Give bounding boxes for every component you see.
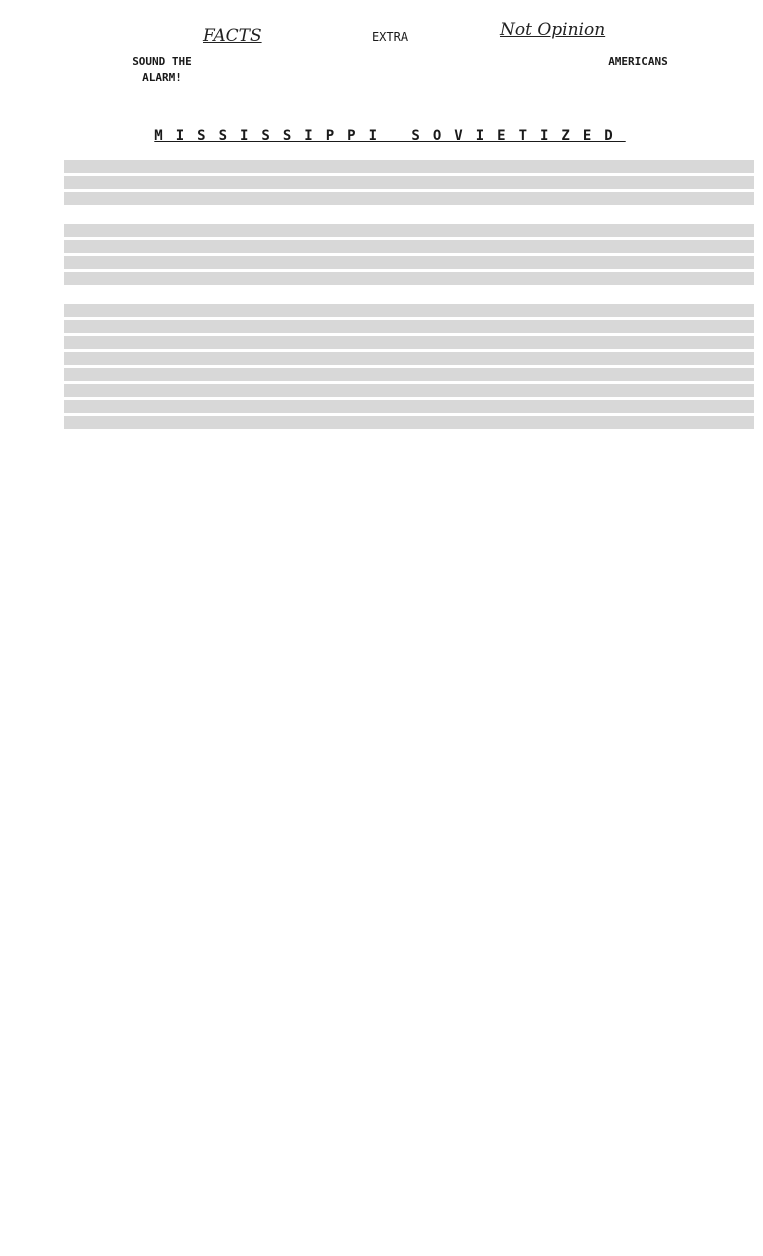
masthead-left-line: ALARM!: [142, 71, 182, 84]
text-line-placeholder: [64, 256, 754, 269]
masthead-center-line: EXTRA: [371, 30, 409, 44]
masthead-right-line: AMERICANS: [608, 55, 668, 68]
masthead-left-line: SOUND THE: [132, 55, 192, 68]
text-line-placeholder: [64, 176, 754, 189]
body-text-region: [64, 160, 754, 1200]
text-line-placeholder: [64, 240, 754, 253]
text-line-placeholder: [64, 400, 754, 413]
text-line-placeholder: [64, 304, 754, 317]
handwritten-note-right: Not Opinion: [500, 20, 606, 40]
masthead-center: [240, 30, 540, 45]
text-line-placeholder: [64, 416, 754, 429]
handwritten-note-left: FACTS: [203, 26, 262, 46]
text-line-placeholder: [64, 384, 754, 397]
text-line-placeholder: [64, 160, 754, 173]
text-line-placeholder: [64, 320, 754, 333]
text-line-placeholder: [64, 272, 754, 285]
text-line-placeholder: [64, 192, 754, 205]
text-line-placeholder: [64, 336, 754, 349]
text-line-placeholder: [64, 224, 754, 237]
masthead-left: [112, 54, 212, 86]
headline: MISSISSIPPI SOVIETIZED: [154, 128, 626, 144]
text-line-placeholder: [64, 352, 754, 365]
text-line-placeholder: [64, 368, 754, 381]
masthead-right: [588, 54, 688, 70]
